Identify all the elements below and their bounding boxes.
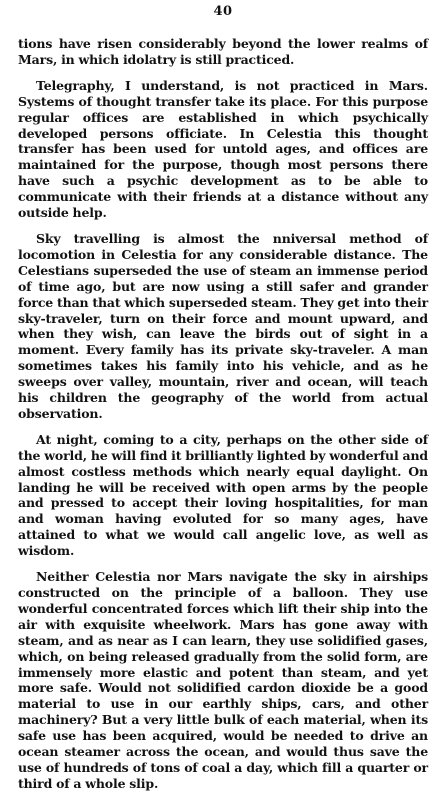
paragraph-continuation: tions have risen considerably beyond the lower realms of Mars, in which idolatry is still practiced.	[18, 36, 428, 67]
paragraph-sky-travelling: Sky travelling is almost the nniversal method of locomotion in Celestia for any considerable distance. The Celestians superseded the use of steam an immense period of time ago, but are now using a still safer and grander force than that which superseded steam. They get into their sky-traveler, turn on their force and mount upward, and when they wish, can leave the birds out of sight in a moment. Every family has its private sky-traveler. A man sometimes takes his family into his vehicle, and as he sweeps over valley, mountain, river and ocean, will teach his children the geography of the world from actual observation.	[18, 230, 429, 421]
paragraph-night-city: At night, coming to a city, perhaps on the other side of the world, he will find it brilliantly lighted by wonderful and almost costless methods which nearly equal daylight. On landing he will be received with open arms by the people and pressed to accept their loving hospitalities, for man and woman having evoluted for so many ages, have attained to what we would call angelic love, as well as wisdom.	[18, 431, 428, 559]
paragraph-telegraphy: Telegraphy, I understand, is not practiced in Mars. Systems of thought transfer take its place. For this purpose regular offices are established in which psychically developed persons officiate. In Celestia this thought transfer has been used for untold ages, and offices are maintained for the purpose, though most persons there have such a psychic development as to be able to communicate with their friends at a distance without any outside help.	[18, 77, 428, 221]
page-number: 40	[213, 4, 233, 19]
paragraph-airships: Neither Celestia nor Mars navigate the sky in airships constructed on the principle of a balloon. They use wonderful concentrated forces which lift their ship into the air with exquisite wheelwork. Mars has gone away with steam, and as near as I can learn, they use solidified gases, which, on being released gradually from the solid form, are immensely more elastic and potent than steam, and yet more safe. Would not solidified cardon dioxide be a good material to use in our earthly ships, cars, and other machinery? But a very little bulk of each material, when its safe use has been acquired, would be needed to drive an ocean steamer across the ocean, and would thus save the use of hundreds of tons of coal a day, which fill a quarter or third of a whole slip.	[18, 569, 428, 791]
